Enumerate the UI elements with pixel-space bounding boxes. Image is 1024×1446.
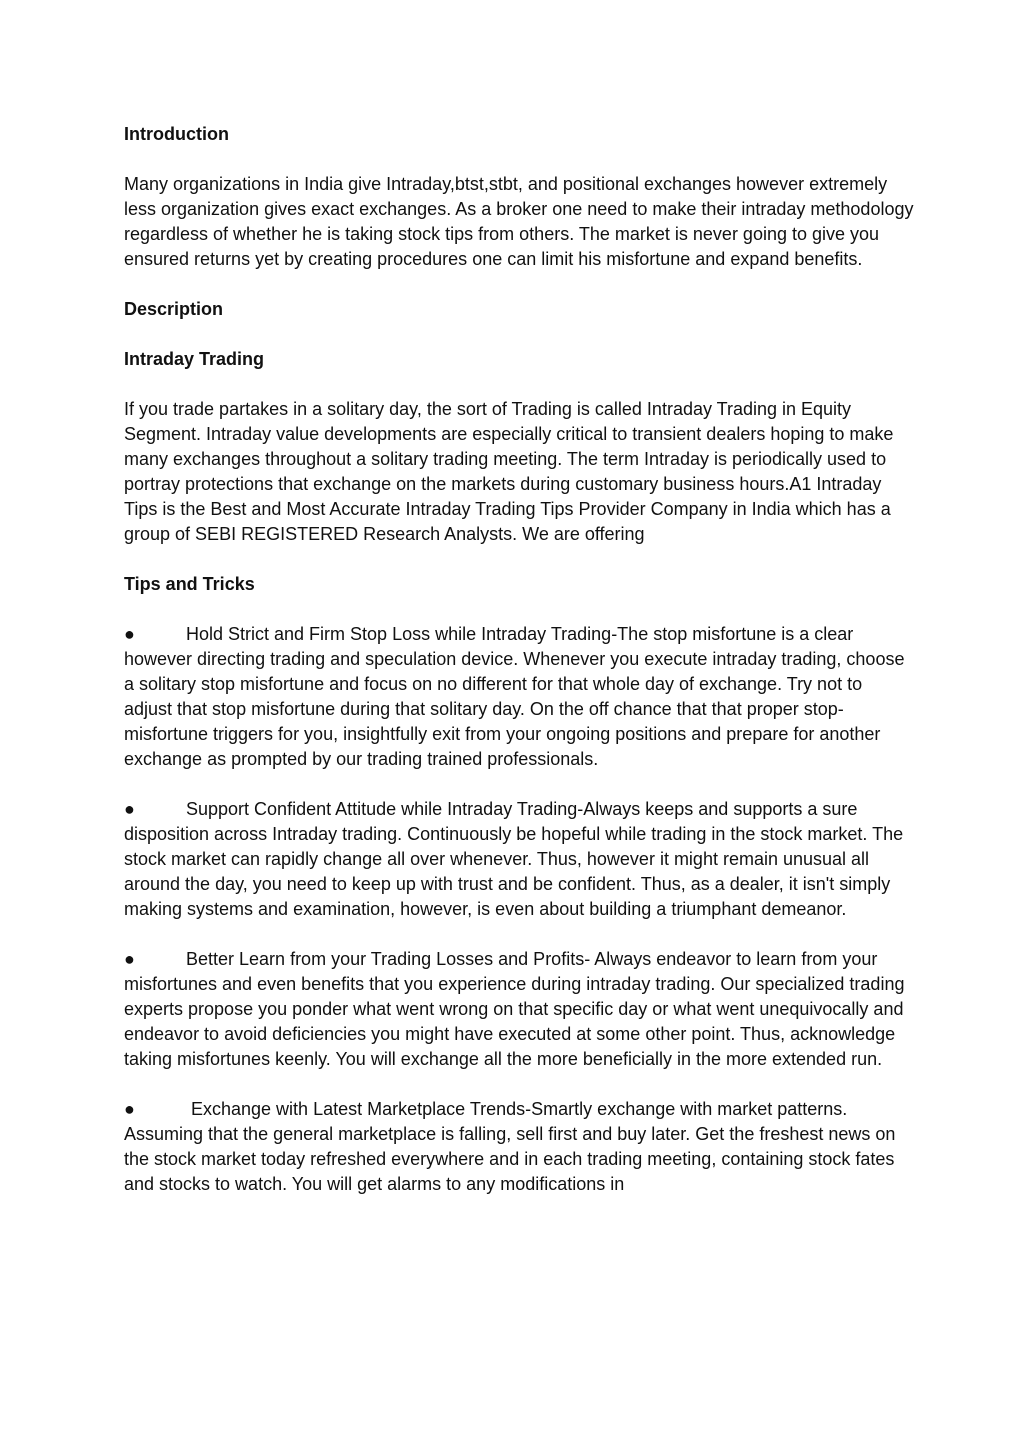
bullet-icon: ● [124,624,135,644]
tip-text: Exchange with Latest Marketplace Trends-Smartly exchange with market patterns. Assuming that the general marketplace is falling, sell first and buy later. Get the freshest news on the stock market today refreshed everywhere and in each trading meeting, containing stock fates and stocks to watch. You will get alarms to any modifications in [124,1099,896,1194]
tip-item-stop-loss [124,622,914,772]
tip-item-learn-losses [124,947,914,1072]
tip-item-confident-attitude [124,797,914,922]
bullet-icon: ● [124,949,135,969]
bullet-icon: ● [124,1099,135,1119]
tip-item-market-trends [124,1097,914,1197]
tips-heading: Tips and Tricks [124,574,255,594]
tip-text: Support Confident Attitude while Intraday Trading-Always keeps and supports a sure disposition across Intraday trading. Continuously be hopeful while trading in the stock market. The stock market can rapidly change all over whenever. Thus, however it might remain unusual all around the day, you need to keep up with trust and be confident. Thus, as a dealer, it isn't simply making systems and examination, however, is even about building a triumphant demeanor. [124,799,904,919]
intraday-heading: Intraday Trading [124,349,265,369]
description-heading: Description [124,299,224,319]
bullet-icon: ● [124,799,135,819]
tip-text: Better Learn from your Trading Losses and Profits- Always endeavor to learn from your misfortunes and even benefits that you experience during intraday trading. Our specialized trading experts propose you ponder what went wrong on that specific day or what went unequivocally and endeavor to avoid deficiencies you might have executed at some other point. Thus, acknowledge taking misfortunes keenly. You will exchange all the more beneficially in the more extended run. [124,949,905,1069]
document-body [124,122,914,1222]
tip-text: Hold Strict and Firm Stop Loss while Intraday Trading-The stop misfortune is a clear however directing trading and speculation device. Whenever you execute intraday trading, choose a solitary stop misfortune and focus on no different for that whole day of exchange. Try not to adjust that stop misfortune during that solitary day. On the off chance that that proper stop-misfortune triggers for you, insightfully exit from your ongoing positions and prepare for another exchange as prompted by our trading trained professionals. [124,624,905,769]
intraday-paragraph: If you trade partakes in a solitary day, the sort of Trading is called Intraday Trading in Equity Segment. Intraday value developments are especially critical to transient dealers hoping to make many exchanges throughout a solitary trading meeting. The term Intraday is periodically used to portray protections that exchange on the markets during customary business hours.A1 Intraday Tips is the Best and Most Accurate Intraday Trading Tips Provider Company in India which has a group of SEBI REGISTERED Research Analysts. We are offering [124,399,894,544]
intro-heading: Introduction [124,124,229,144]
intro-paragraph: Many organizations in India give Intraday,btst,stbt, and positional exchanges however extremely less organization gives exact exchanges. As a broker one need to make their intraday methodology regardless of whether he is taking stock tips from others. The market is never going to give you ensured returns yet by creating procedures one can limit his misfortune and expand benefits. [124,174,914,269]
